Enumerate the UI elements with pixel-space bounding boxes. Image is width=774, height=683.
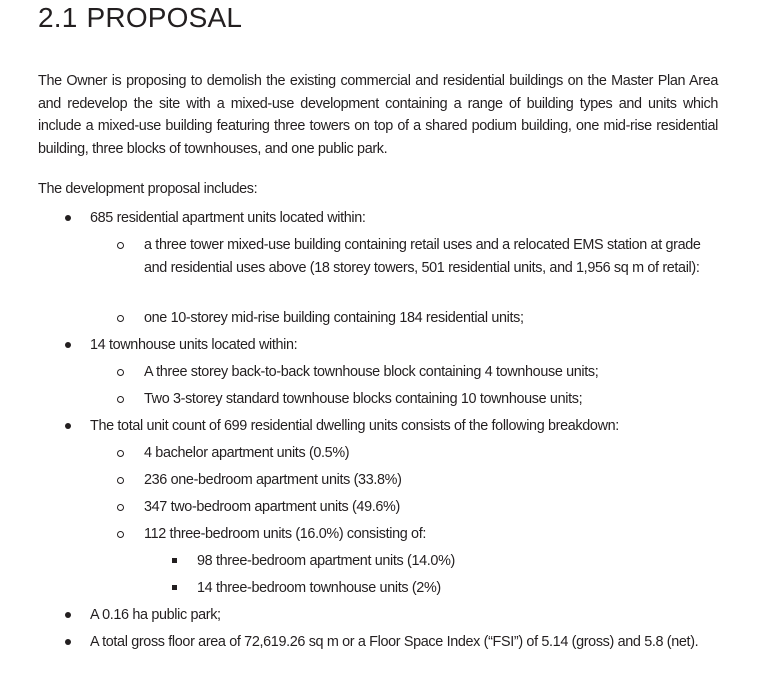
lead-sentence: The development proposal includes: [38, 181, 258, 197]
section-heading [38, 2, 242, 34]
section-number: 2.1 [38, 2, 78, 33]
list-item-text: a three tower mixed-use building containing retail uses and a relocated EMS station at grade and residential uses above (18 storey towers, 501 residential units, and 1,956 sq m of retail): [144, 237, 701, 276]
list-item-text: Two 3-storey standard townhouse blocks containing 10 townhouse units; [144, 391, 583, 407]
bullet-disc-icon [65, 342, 71, 348]
bullet-disc-icon [65, 639, 71, 645]
list-item-text: 347 two-bedroom apartment units (49.6%) [144, 499, 400, 515]
bullet-circle-icon [117, 369, 124, 376]
section-title: PROPOSAL [86, 2, 243, 33]
bullet-circle-icon [117, 242, 124, 249]
bullet-circle-icon [117, 531, 124, 538]
bullet-disc-icon [65, 423, 71, 429]
bullet-square-icon [172, 558, 177, 563]
bullet-circle-icon [117, 450, 124, 457]
bullet-disc-icon [65, 612, 71, 618]
bullet-circle-icon [117, 477, 124, 484]
bullet-circle-icon [117, 504, 124, 511]
list-item-text: A 0.16 ha public park; [90, 607, 221, 623]
list-item-text: 14 three-bedroom townhouse units (2%) [197, 580, 441, 596]
list-item-text: 236 one-bedroom apartment units (33.8%) [144, 472, 402, 488]
intro-paragraph: The Owner is proposing to demolish the existing commercial and residential buildings on the Master Plan Area and redevelop the site with a mixed-use development containing a range of building types and units which include a mixed-use building featuring three towers on top of a shared podium building, one mid-rise residential building, three blocks of townhouses, and one public park. [38, 73, 718, 157]
bullet-circle-icon [117, 315, 124, 322]
bullet-circle-icon [117, 396, 124, 403]
list-item-text: 4 bachelor apartment units (0.5%) [144, 445, 350, 461]
list-item-text: 112 three-bedroom units (16.0%) consisting of: [144, 526, 426, 542]
list-item-text: 98 three-bedroom apartment units (14.0%) [197, 553, 455, 569]
list-item-text: A three storey back-to-back townhouse block containing 4 townhouse units; [144, 364, 599, 380]
list-item-text: The total unit count of 699 residential dwelling units consists of the following breakdown: [90, 418, 619, 434]
list-item-text: 14 townhouse units located within: [90, 337, 298, 353]
bullet-disc-icon [65, 215, 71, 221]
list-item-text: one 10-storey mid-rise building containing 184 residential units; [144, 310, 524, 326]
list-item-text: A total gross floor area of 72,619.26 sq m or a Floor Space Index (“FSI”) of 5.14 (gross) and 5.8 (net). [90, 634, 699, 650]
bullet-square-icon [172, 585, 177, 590]
list-item-text: 685 residential apartment units located within: [90, 210, 366, 226]
